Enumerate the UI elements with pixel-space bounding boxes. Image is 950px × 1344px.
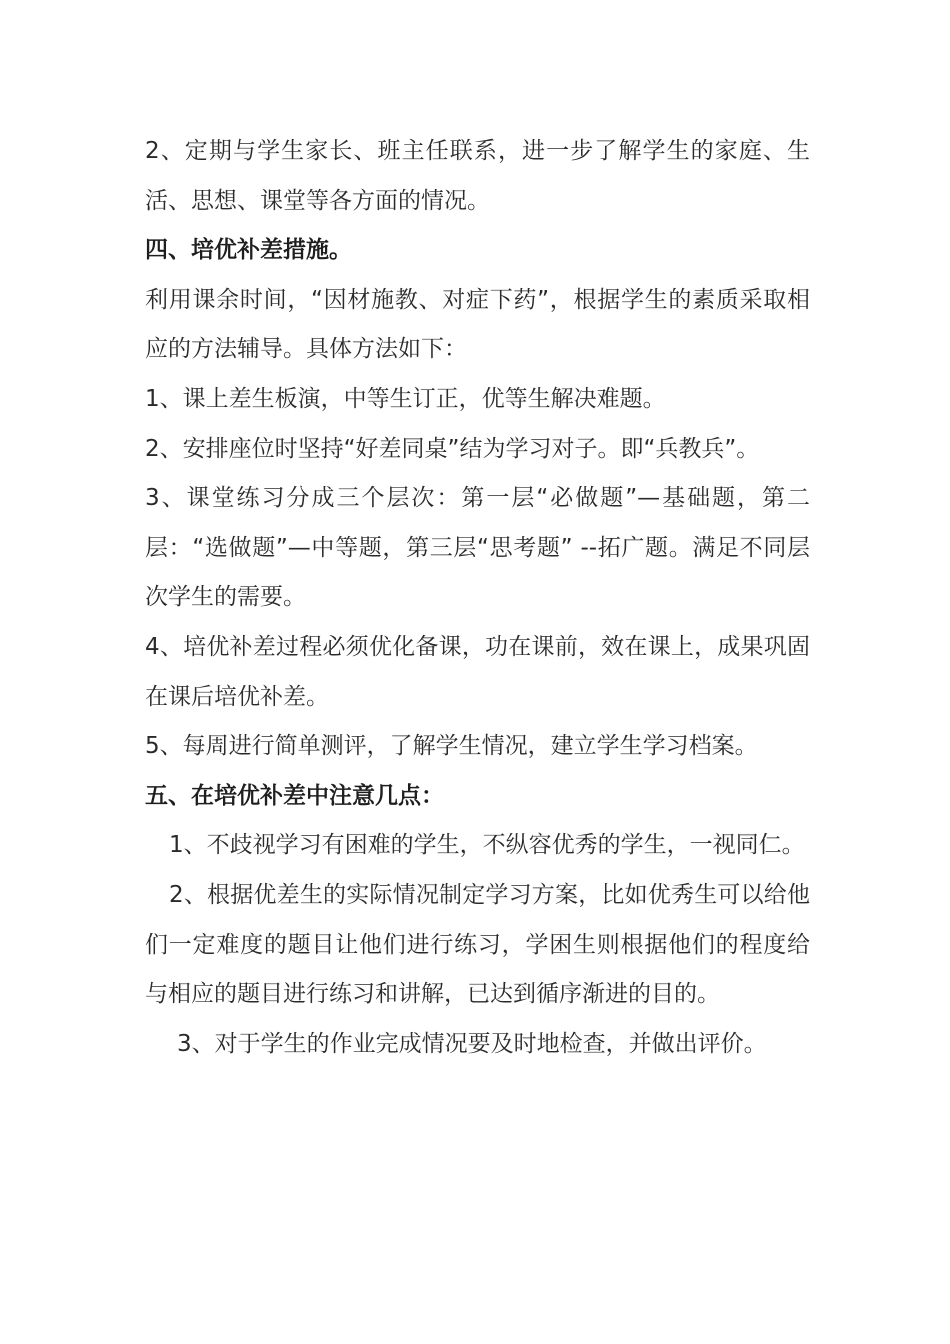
paragraph-contact-parents: 2、定期与学生家长、班主任联系，进一步了解学生的家庭、生活、思想、课堂等各方面的情况。: [145, 138, 810, 214]
paragraph-measures-intro: 利用课余时间，“因材施教、对症下药”，根据学生的素质采取相应的方法辅导。具体方法如下：: [145, 286, 810, 363]
list-item-note-2: 2、根据优差生的实际情况制定学习方案，比如优秀生可以给他们一定难度的题目让他们进行练习，学困生则根据他们的程度给与相应的题目进行练习和讲解，已达到循序渐进的目的。: [145, 881, 810, 1008]
list-item-measure-1: 1、课上差生板演，中等生订正，优等生解决难题。: [145, 385, 666, 412]
section-heading-notes: 五、在培优补差中注意几点：: [145, 782, 444, 809]
list-item-measure-3: 3、课堂练习分成三个层次：第一层“必做题”—基础题，第二层：“选做题”—中等题，第三层“思考题” --拓广题。满足不同层次学生的需要。: [145, 485, 810, 611]
list-item-note-3: 3、对于学生的作业完成情况要及时地检查，并做出评价。: [177, 1030, 767, 1057]
document-body: [145, 127, 810, 1069]
list-item-measure-4: 4、培优补差过程必须优化备课，功在课前，效在课上，成果巩固在课后培优补差。: [145, 633, 810, 710]
list-item-measure-2: 2、安排座位时坚持“好差同桌”结为学习对子。即“兵教兵”。: [145, 435, 760, 462]
section-heading-measures: 四、培优补差措施。: [145, 237, 352, 264]
list-item-measure-5: 5、每周进行简单测评，了解学生情况，建立学生学习档案。: [145, 733, 758, 760]
list-item-note-1: 1、不歧视学习有困难的学生，不纵容优秀的学生，一视同仁。: [169, 832, 805, 859]
